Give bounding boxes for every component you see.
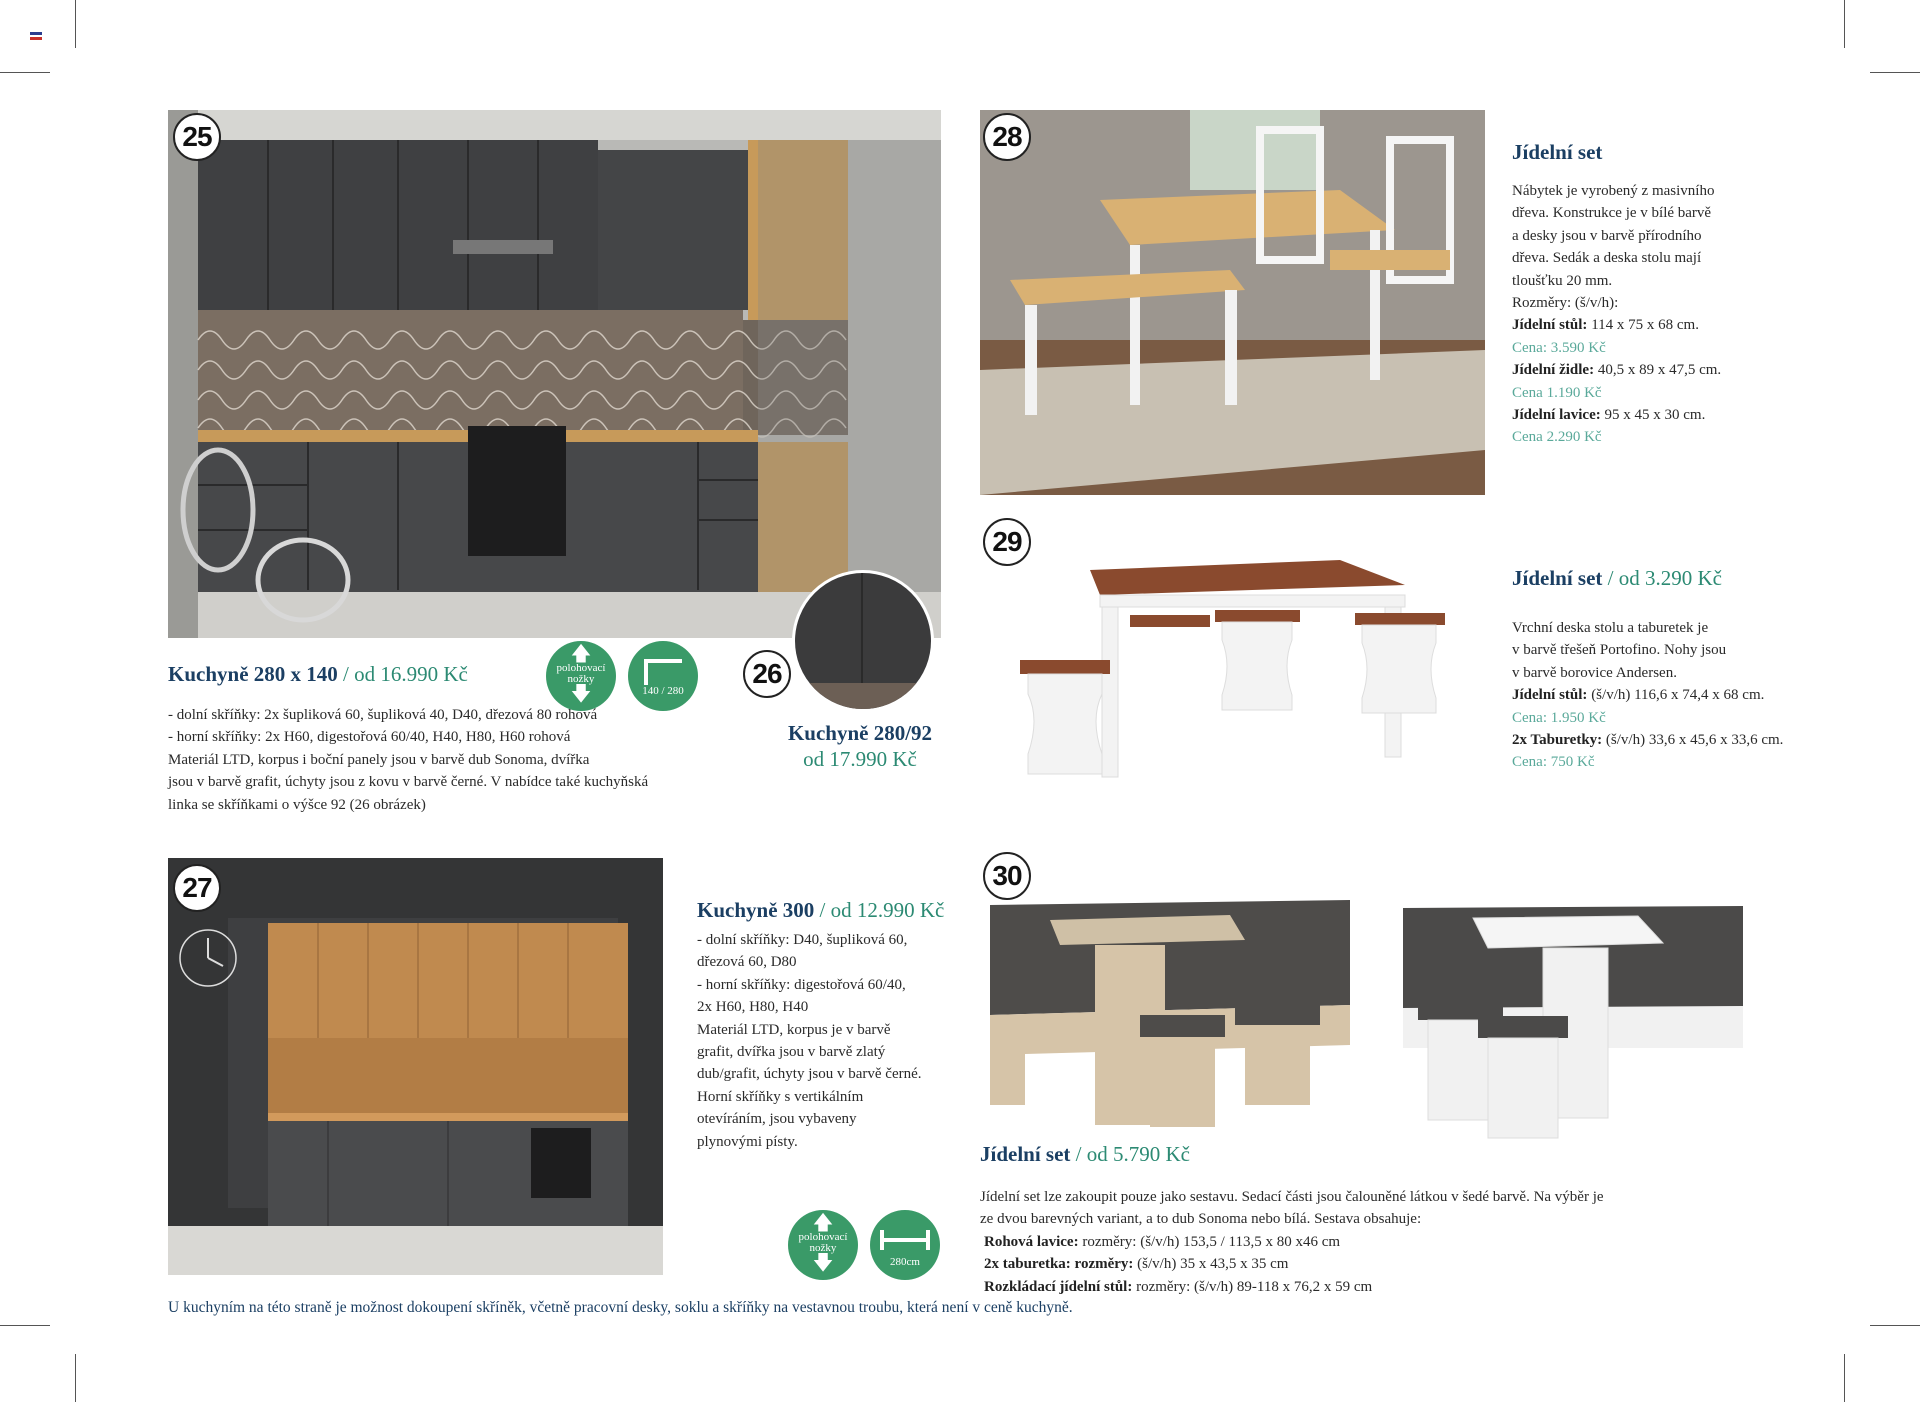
spec-label: 2x taburetka: rozměry:: [984, 1256, 1134, 1273]
adjustable-feet-icon: 🡅 polohovací nožky 🡇: [546, 641, 616, 711]
kitchen-27-name: Kuchyně 300: [697, 898, 815, 922]
spec-line: [1512, 684, 1783, 706]
desc-line: dub/grafit, úchyty jsou v barvě černé.: [697, 1066, 922, 1083]
dining-30-price: / od 5.790 Kč: [1075, 1142, 1190, 1166]
spec-price: Cena: 750 Kč: [1512, 754, 1595, 771]
desc-line: - horní skříňky: 2x H60, digestořová 60/40, H40, H80, H60 rohová: [168, 729, 571, 746]
spec-line: [980, 1253, 1604, 1275]
desc-line: a desky jsou v barvě přírodního: [1512, 227, 1702, 244]
desc-line: grafit, dvířka jsou v barvě zlatý: [697, 1044, 886, 1061]
adjustable-feet-label: polohovací nožky: [798, 1231, 848, 1254]
kitchen-25-name: Kuchyně 280 x 140: [168, 662, 338, 686]
spec-line: [1512, 404, 1721, 426]
spec-label: Jídelní židle:: [1512, 362, 1595, 379]
spec-value: (š/v/h) 35 x 43,5 x 35 cm: [1133, 1256, 1289, 1273]
spec-label: 2x Taburetky:: [1512, 732, 1603, 749]
dining-29-photo: [990, 545, 1460, 795]
desc-line: Materiál LTD, korpus i boční panely jsou v barvě dub Sonoma, dvířka: [168, 751, 590, 768]
dining-28-title: Jídelní set: [1512, 140, 1603, 164]
page-footnote: U kuchyním na této straně je možnost dokoupení skříněk, včetně pracovní desky, soklu a skříňky na vestavnou troubu, která není v ceně kuchyně.: [168, 1299, 1073, 1316]
kitchen-26-title: [770, 720, 950, 772]
desc-line: tloušťku 20 mm.: [1512, 272, 1613, 289]
kitchen-27-photo: [168, 858, 663, 1275]
kitchen-25-price: / od 16.990 Kč: [343, 662, 468, 686]
desc-line: otevíráním, jsou vybaveny: [697, 1111, 857, 1128]
dining-28-description: [1512, 180, 1721, 449]
dining-30-name: Jídelní set: [980, 1142, 1071, 1166]
crop-mark: [1870, 72, 1920, 73]
desc-line: - horní skříňky: digestořová 60/40,: [697, 976, 906, 993]
desc-line: plynovými písty.: [697, 1133, 798, 1150]
dimension-width-icon: [870, 1210, 940, 1280]
spec-price: Cena 1.190 Kč: [1512, 384, 1602, 401]
spec-line: [980, 1231, 1604, 1253]
dining-29-title: [1512, 566, 1722, 591]
dining-29-price: / od 3.290 Kč: [1607, 566, 1722, 590]
crop-mark: [1844, 1354, 1845, 1402]
spec-label: Jídelní stůl:: [1512, 317, 1588, 334]
crop-mark: [1844, 0, 1845, 48]
spec-value: 114 x 75 x 68 cm.: [1587, 317, 1699, 334]
desc-line: dřezová 60, D80: [697, 954, 797, 971]
item-badge-28: 28: [983, 113, 1031, 161]
crop-mark: [0, 72, 50, 73]
spec-value: rozměry: (š/v/h) 89-118 x 76,2 x 59 cm: [1132, 1278, 1373, 1295]
kitchen-27-price: / od 12.990 Kč: [819, 898, 945, 922]
dining-29-description: [1512, 617, 1783, 774]
spec-value: 95 x 45 x 30 cm.: [1600, 407, 1706, 424]
kitchen-27-title: [697, 898, 944, 923]
desc-line: - dolní skříňky: D40, šupliková 60,: [697, 932, 908, 948]
desc-line: Vrchní deska stolu a taburetek je: [1512, 620, 1709, 636]
dining-29-name: Jídelní set: [1512, 566, 1603, 590]
item-badge-30: 30: [983, 852, 1031, 900]
spec-label: Rohová lavice:: [984, 1233, 1079, 1250]
desc-line: dřeva. Konstrukce je v bílé barvě: [1512, 205, 1712, 222]
desc-line: Horní skříňky s vertikálním: [697, 1088, 864, 1105]
item-badge-29: 29: [983, 518, 1031, 566]
desc-line: ze dvou barevných variant, a to dub Sonoma nebo bílá. Sestava obsahuje:: [980, 1211, 1422, 1228]
spec-line: [980, 1276, 1604, 1298]
dimension-width-label: 280cm: [890, 1256, 920, 1268]
adjustable-feet-label: polohovací nožky: [556, 662, 606, 685]
color-bar-icon: [30, 32, 42, 42]
item-badge-27: 27: [173, 864, 221, 912]
desc-line: v barvě borovice Andersen.: [1512, 664, 1677, 681]
dimension-corner-label: 140 / 280: [642, 685, 684, 697]
desc-line: jsou v barvě grafit, úchyty jsou z kovu v barvě černé. V nabídce také kuchyňská: [168, 774, 649, 791]
crop-mark: [75, 1354, 76, 1402]
kitchen-26-detail-photo: [792, 570, 934, 712]
item-badge-25: 25: [173, 113, 221, 161]
kitchen-25-title: [168, 662, 468, 687]
desc-line: - dolní skříňky: 2x šupliková 60, šupliková 40, D40, dřezová 80 rohová: [168, 707, 598, 723]
kitchen-25-description: [168, 704, 648, 816]
spec-value: rozměry: (š/v/h) 153,5 / 113,5 x 80 x46 cm: [1078, 1233, 1341, 1250]
crop-mark: [0, 1325, 50, 1326]
spec-label: Jídelní lavice:: [1512, 407, 1601, 424]
desc-line: v barvě třešeň Portofino. Nohy jsou: [1512, 642, 1727, 659]
desc-line: Rozměry: (š/v/h):: [1512, 295, 1619, 312]
spec-price: Cena: 3.590 Kč: [1512, 339, 1606, 356]
spec-label: Jídelní stůl:: [1512, 687, 1588, 704]
crop-mark: [1870, 1325, 1920, 1326]
adjustable-feet-icon: 🡅 polohovací nožky 🡇: [788, 1210, 858, 1280]
kitchen-27-description: [697, 929, 922, 1153]
item-badge-26: 26: [743, 650, 791, 698]
dining-30-oak-photo: [980, 895, 1350, 1135]
spec-price: Cena 2.290 Kč: [1512, 429, 1602, 446]
dining-30-description: [980, 1186, 1604, 1298]
desc-line: Jídelní set lze zakoupit pouze jako sestavu. Sedací části jsou čalouněné látkou v šedé barvě. Na výběr je: [980, 1189, 1604, 1205]
spec-value: (š/v/h) 33,6 x 45,6 x 33,6 cm.: [1602, 732, 1784, 749]
kitchen-26-price: od 17.990 Kč: [803, 747, 917, 771]
spec-line: [1512, 314, 1721, 336]
spec-label: Rozkládací jídelní stůl:: [984, 1278, 1133, 1295]
dining-30-title: [980, 1142, 1190, 1167]
spec-line: [1512, 729, 1783, 751]
crop-mark: [75, 0, 76, 48]
desc-line: Materiál LTD, korpus je v barvě: [697, 1021, 891, 1038]
desc-line: linka se skříňkami o výšce 92 (26 obrázek): [168, 796, 426, 813]
dimension-corner-icon: [628, 641, 698, 711]
dining-28-photo: [980, 110, 1485, 495]
desc-line: 2x H60, H80, H40: [697, 999, 809, 1016]
desc-line: Nábytek je vyrobený z masivního: [1512, 183, 1715, 199]
spec-price: Cena: 1.950 Kč: [1512, 709, 1606, 726]
spec-line: [1512, 359, 1721, 381]
kitchen-26-name: Kuchyně 280/92: [787, 721, 933, 745]
desc-line: dřeva. Sedák a deska stolu mají: [1512, 250, 1702, 267]
spec-value: 40,5 x 89 x 47,5 cm.: [1594, 362, 1722, 379]
dining-30-white-photo: [1398, 898, 1743, 1148]
kitchen-25-photo: [168, 110, 941, 638]
spec-value: (š/v/h) 116,6 x 74,4 x 68 cm.: [1587, 687, 1765, 704]
